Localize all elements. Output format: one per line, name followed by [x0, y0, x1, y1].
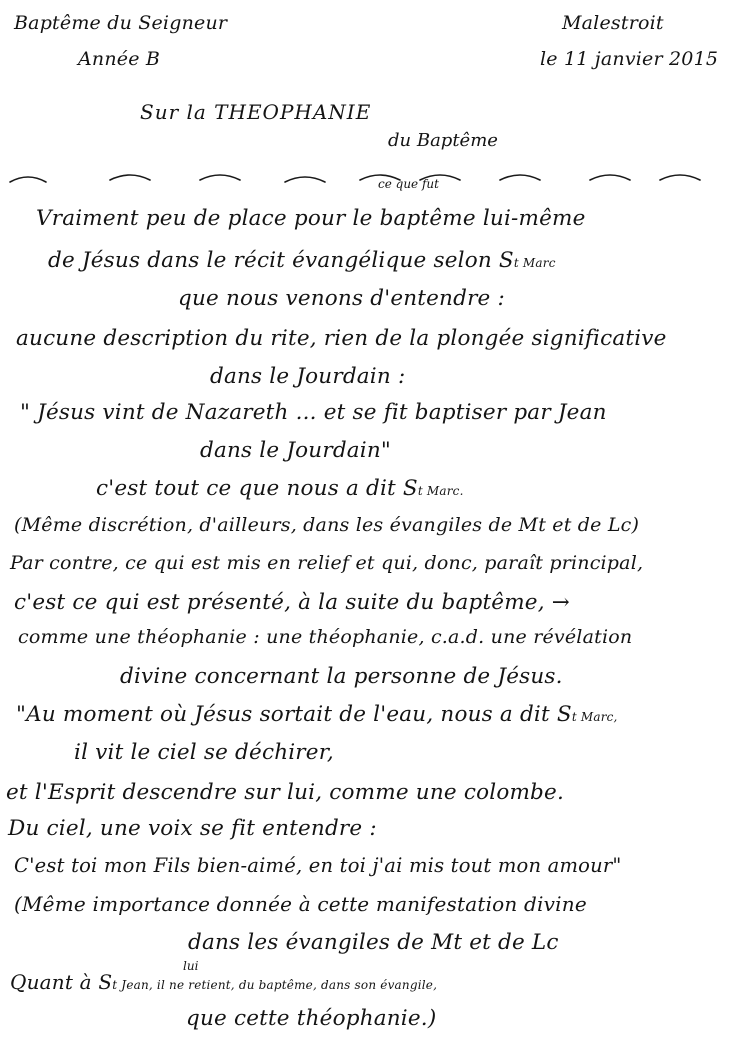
text-line-9: (Même discrétion, d'ailleurs, dans les évangiles de Mt et de Lc): [14, 514, 640, 536]
header-date: le 11 janvier 2015: [540, 48, 719, 70]
text-line-21: [10, 972, 437, 992]
text-line-11: c'est ce qui est présenté, à la suite du baptême, →: [14, 590, 571, 615]
text-line-7: dans le Jourdain": [200, 438, 392, 463]
text-line-14: [16, 704, 618, 726]
header-feast-title: Baptême du Seigneur: [14, 12, 228, 34]
text-line-22: que cette théophanie.): [186, 1006, 437, 1031]
header-liturgical-year: Année B: [78, 48, 161, 70]
text-line-14-main: "Au moment où Jésus sortait de l'eau, nous a dit S: [16, 702, 572, 727]
text-line-16: et l'Esprit descendre sur lui, comme une colombe.: [6, 780, 564, 805]
text-line-15: il vit le ciel se déchirer,: [74, 740, 334, 765]
text-line-13: divine concernant la personne de Jésus.: [120, 664, 563, 689]
text-line-18: C'est toi mon Fils bien-aimé, en toi j'ai mis tout mon amour": [14, 854, 622, 877]
header-place: Malestroit: [562, 12, 664, 34]
text-line-8: [96, 478, 464, 500]
text-line-6: " Jésus vint de Nazareth ... et se fit baptiser par Jean: [20, 400, 607, 425]
text-line-20: dans les évangiles de Mt et de Lc: [188, 930, 559, 955]
text-line-1: Vraiment peu de place pour le baptême lui-même: [36, 206, 586, 231]
saint-abbrev-2: t Marc.: [417, 484, 464, 498]
saint-abbrev-1: t Marc: [513, 256, 556, 270]
text-line-2: [48, 250, 556, 272]
page-title: Sur la THEOPHANIE: [140, 100, 372, 124]
text-line-4: aucune description du rite, rien de la plongée significative: [16, 326, 667, 351]
page-subtitle: du Baptême: [388, 130, 498, 151]
text-line-19: (Même importance donnée à cette manifestation divine: [14, 892, 587, 916]
text-line-21-start: Quant à S: [10, 970, 113, 994]
inserted-word-lui: lui: [183, 959, 199, 973]
text-line-10: Par contre, ce qui est mis en relief et qui, donc, paraît principal,: [10, 552, 644, 574]
text-line-17: Du ciel, une voix se fit entendre :: [8, 816, 377, 841]
text-line-21-rest: t Jean, il ne retient, du baptême, dans son évangile,: [112, 978, 438, 992]
text-line-12: comme une théophanie : une théophanie, c.a.d. une révélation: [18, 626, 633, 648]
text-line-3: que nous venons d'entendre :: [178, 286, 505, 311]
text-line-2-main: de Jésus dans le récit évangélique selon S: [48, 248, 514, 273]
wavy-separator: [0, 170, 746, 190]
text-line-5: dans le Jourdain :: [210, 364, 406, 389]
inserted-words: ce que fut: [378, 177, 439, 191]
saint-abbrev-3: t Marc,: [571, 710, 618, 724]
text-line-8-main: c'est tout ce que nous a dit S: [96, 476, 418, 501]
